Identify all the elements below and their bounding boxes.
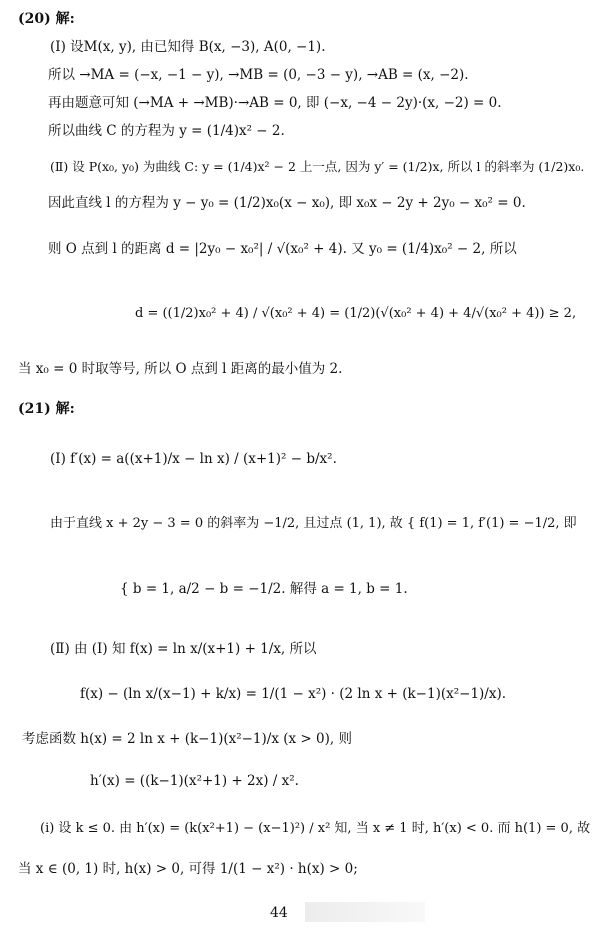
p21-h-derivative-line: h′(x) = ((k−1)(x²+1) + 2x) / x². [90,773,299,789]
p21-case1-conclusion-line: 当 x ∈ (0, 1) 时, h(x) > 0, 可得 1/(1 − x²) · h(x) > 0; [18,861,358,877]
p21-case1-line: (i) 设 k ≤ 0. 由 h′(x) = (k(x²+1) − (x−1)²) / x² 知, 当 x ≠ 1 时, h′(x) < 0. 而 h(1) = 0, 故 [40,821,591,836]
p20-vectors-line: 所以 →MA = (−x, −1 − y), →MB = (0, −3 − y), →AB = (x, −2). [48,67,469,83]
p21-derivative-line: (Ⅰ) f′(x) = a((x+1)/x − ln x) / (x+1)² − b/x². [50,451,337,467]
p20-distance-line: 则 O 点到 l 的距离 d = |2y₀ − x₀²| / √(x₀² + 4). 又 y₀ = (1/4)x₀² − 2, 所以 [48,241,517,257]
p20-condition-line: 再由题意可知 (→MA + →MB)·→AB = 0, 即 (−x, −4 − 2y)·(x, −2) = 0. [48,95,502,111]
problem-20-header: (20) 解: [18,11,75,27]
page-number: 44 [270,905,288,921]
p21-system-line: { b = 1, a/2 − b = −1/2. 解得 a = 1, b = 1. [120,581,408,597]
p21-h-definition-line: 考虑函数 h(x) = 2 ln x + (k−1)(x²−1)/x (x > 0), 则 [22,731,352,747]
p21-difference-line: f(x) − (ln x/(x−1) + k/x) = 1/(1 − x²) · (2 ln x + (k−1)(x²−1)/x). [80,686,507,702]
p21-part2-line: (Ⅱ) 由 (Ⅰ) 知 f(x) = ln x/(x+1) + 1/x, 所以 [50,641,317,657]
problem-21-header: (21) 解: [18,401,75,417]
watermark-smudge [305,902,425,922]
p20-part2-line: (Ⅱ) 设 P(x₀, y₀) 为曲线 C: y = (1/4)x² − 2 上一点, 因为 y′ = (1/2)x, 所以 l 的斜率为 (1/2)x₀. [50,159,585,174]
p20-part1-line: (Ⅰ) 设M(x, y), 由已知得 B(x, −3), A(0, −1). [50,39,326,55]
p20-curve-equation-line: 所以曲线 C 的方程为 y = (1/4)x² − 2. [48,123,285,139]
p20-conclusion-line: 当 x₀ = 0 时取等号, 所以 O 点到 l 距离的最小值为 2. [18,361,343,377]
p20-tangent-line: 因此直线 l 的方程为 y − y₀ = (1/2)x₀(x − x₀), 即 x₀x − 2y + 2y₀ − x₀² = 0. [48,195,526,211]
p20-inequality-line: d = ((1/2)x₀² + 4) / √(x₀² + 4) = (1/2)(√(x₀² + 4) + 4/√(x₀² + 4)) ≥ 2, [135,306,577,321]
p21-slope-line: 由于直线 x + 2y − 3 = 0 的斜率为 −1/2, 且过点 (1, 1), 故 { f(1) = 1, f′(1) = −1/2, 即 [50,516,577,531]
